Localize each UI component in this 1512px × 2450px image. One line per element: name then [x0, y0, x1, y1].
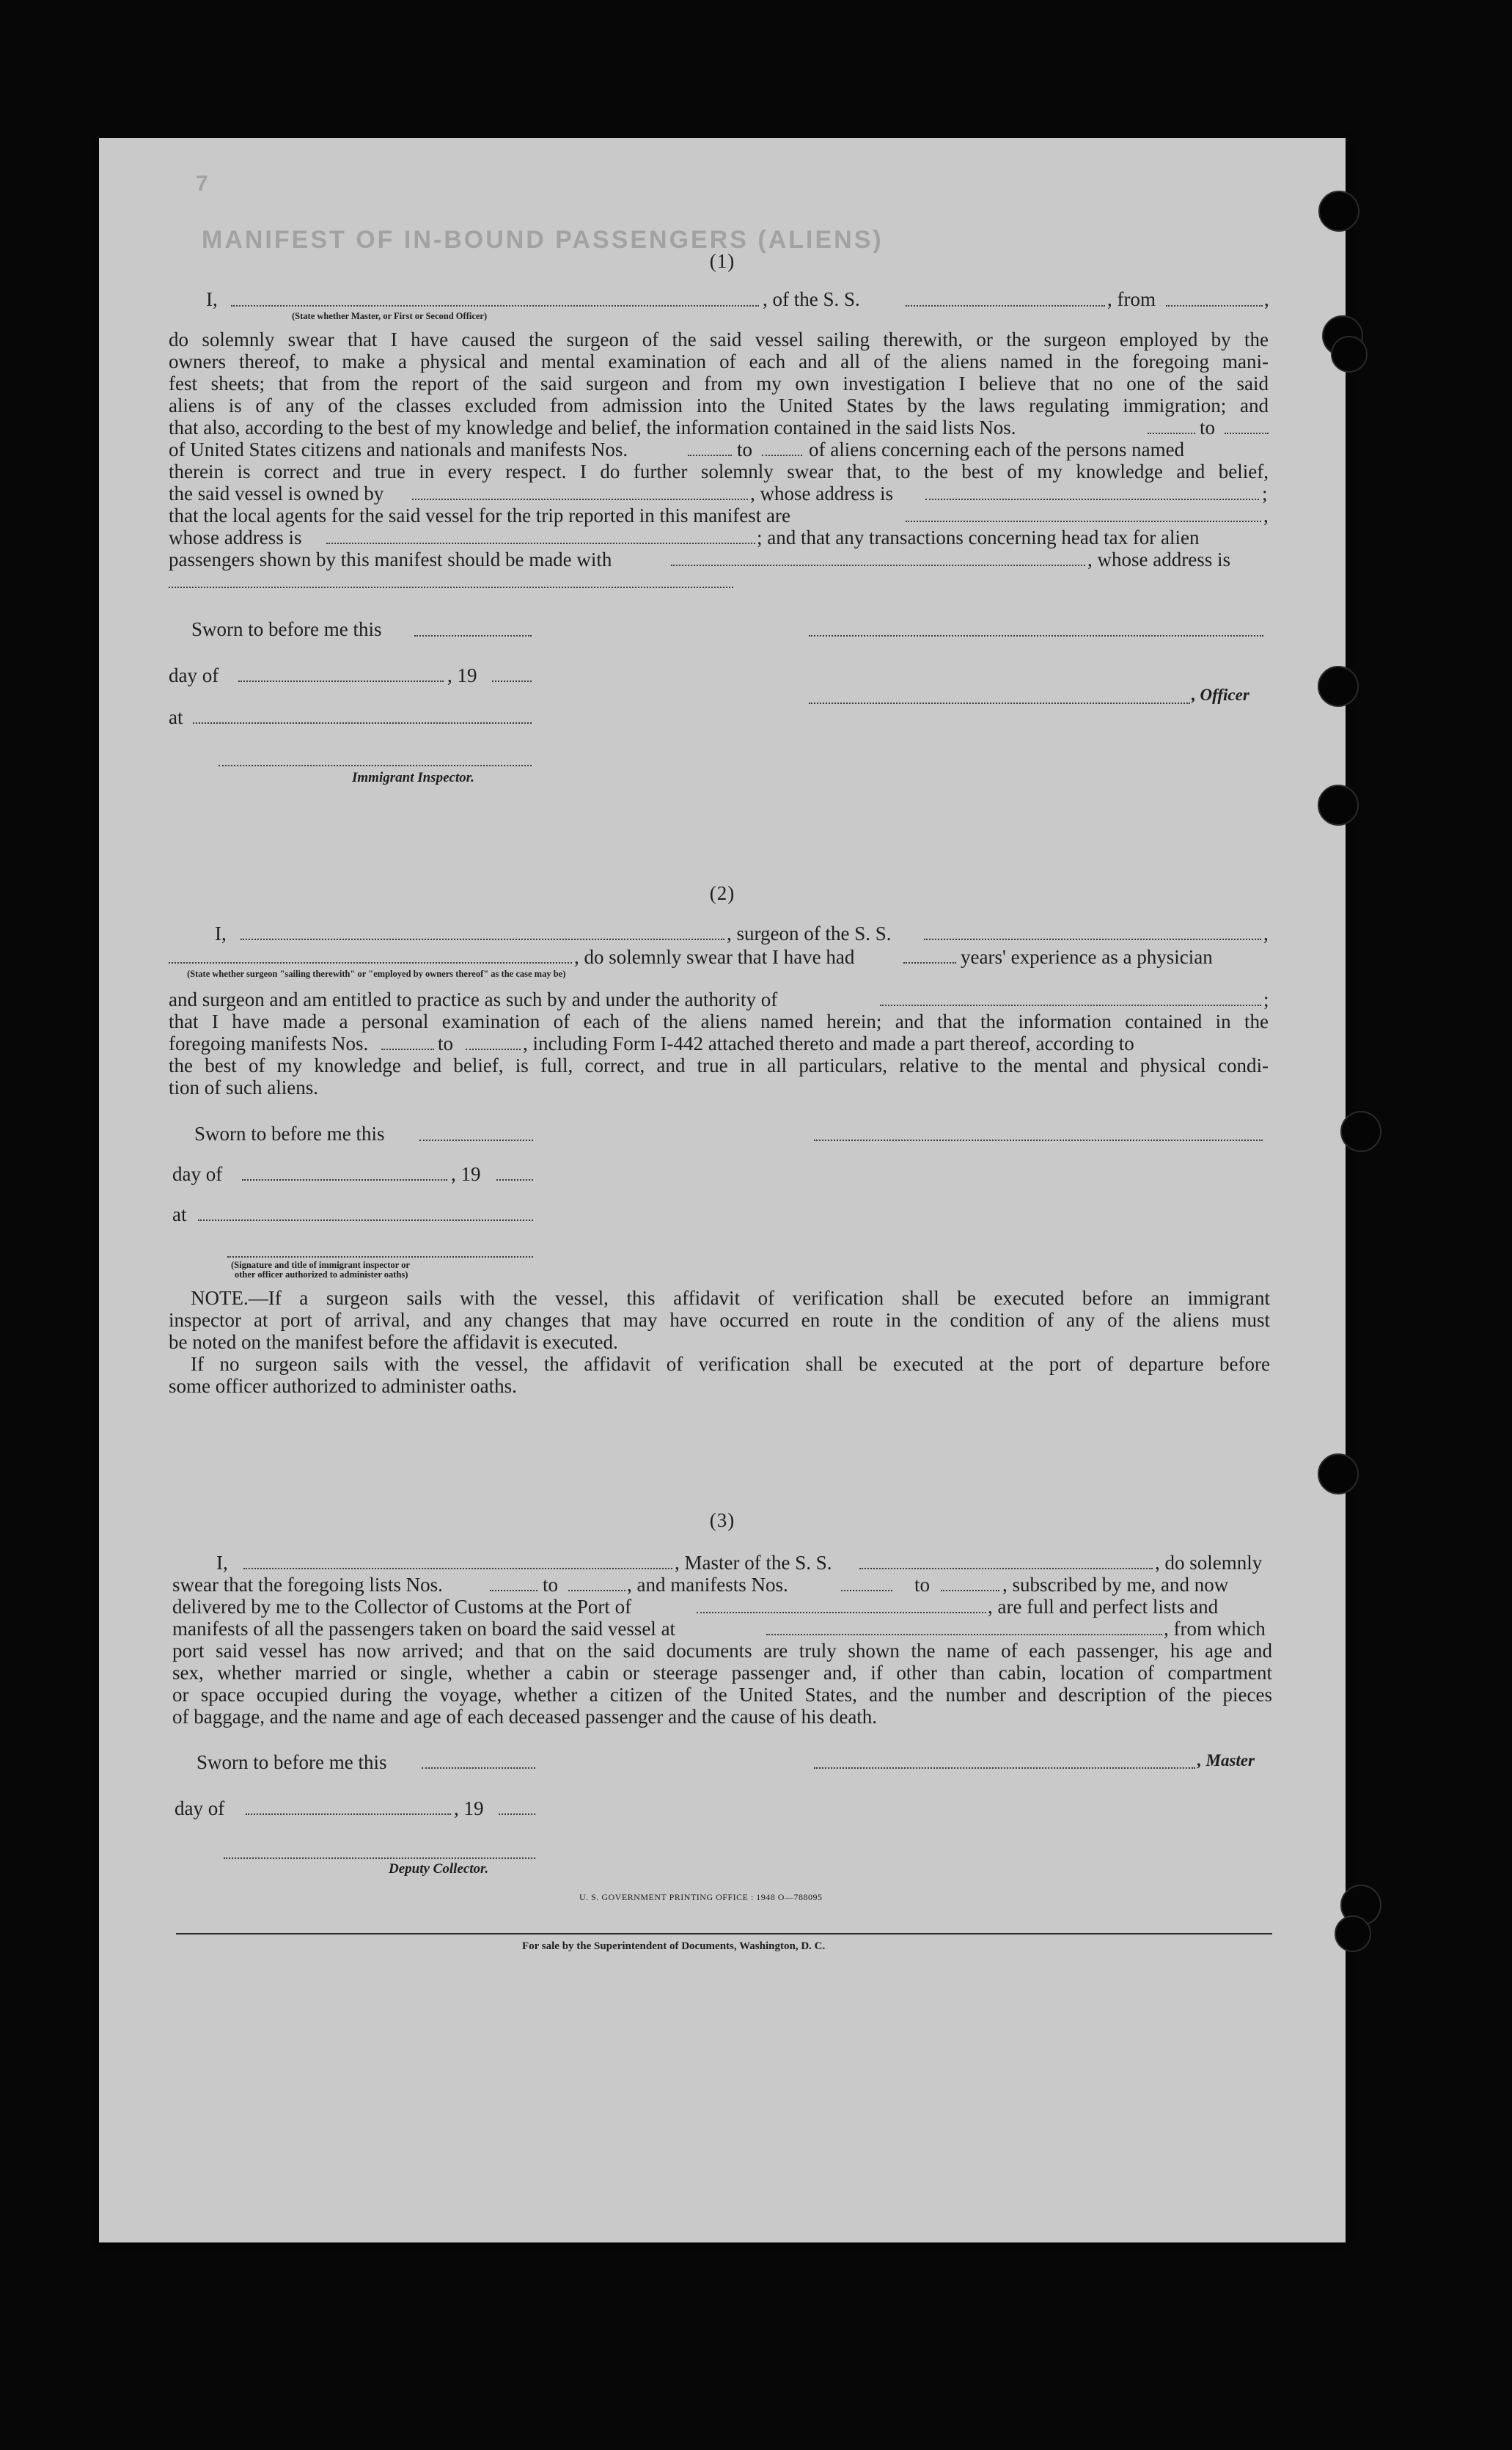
s2-surgeon-name-field[interactable] [241, 939, 724, 940]
bleed-through-header: MANIFEST OF IN-BOUND PASSENGERS (ALIENS) [202, 226, 884, 254]
s1-passengers-text: passengers shown by this manifest should be made with [169, 549, 612, 571]
s2-sig-caption-1: (Signature and title of immigrant inspector or [231, 1260, 410, 1270]
s2-sailing-field[interactable] [169, 962, 572, 964]
form-page [99, 138, 1346, 2242]
s3-master-label: , Master of the S. S. [675, 1552, 832, 1574]
s2-at-label: at [172, 1203, 187, 1225]
s2-year-label: , 19 [451, 1163, 481, 1185]
s1-owner-field[interactable] [412, 499, 748, 500]
s3-day-of-label: day of [175, 1797, 225, 1819]
s3-body-line-1: port said vessel has now arrived; and that on the said documents are truly shown the name of each passenger, his age and [172, 1640, 1272, 1662]
section-2-number: (2) [709, 882, 735, 904]
binder-hole-5 [1318, 785, 1359, 826]
s2-comma: , [1263, 923, 1269, 945]
s1-owned-address: , whose address is [750, 483, 893, 505]
s3-master-name-field[interactable] [243, 1568, 672, 1569]
s1-headtax-text: ; and that any transactions concerning head tax for alien [757, 527, 1200, 549]
s3-year-field[interactable] [499, 1813, 535, 1815]
s3-last-line: of baggage, and the name and age of each deceased passenger and the cause of his death. [172, 1706, 878, 1728]
s2-at-field[interactable] [198, 1220, 533, 1221]
s3-sworn-label: Sworn to before me this [197, 1751, 387, 1773]
s1-owner-address-field[interactable] [925, 499, 1259, 500]
s1-correct-line: therein is correct and true in every respect. I do further solemnly swear that, to the best of my knowledge and belief, [169, 461, 1269, 483]
s1-headtax-agent-field[interactable] [671, 565, 1085, 566]
s1-lists-from-field[interactable] [1148, 433, 1195, 434]
s3-vessel-name-field[interactable] [859, 1568, 1153, 1569]
s2-tion-line: tion of such aliens. [169, 1077, 318, 1099]
s1-year-label: , 19 [447, 664, 477, 686]
s3-boarding-port-field[interactable] [766, 1634, 1162, 1635]
s2-manifests-to-field[interactable] [466, 1049, 521, 1050]
s1-at-label: at [169, 706, 183, 728]
s1-signature-field[interactable] [809, 635, 1263, 637]
s1-officer-caption-label: , Officer [1192, 686, 1249, 704]
s3-swear-manifests: , and manifests Nos. [627, 1574, 788, 1596]
s1-lists-to-field[interactable] [1225, 433, 1269, 434]
s2-note-line-3: be noted on the manifest before the affidavit is executed. [169, 1331, 618, 1353]
bleed-through-page-number: 7 [196, 172, 210, 196]
s3-sworn-day-field[interactable] [422, 1767, 535, 1769]
s3-delivered-text: delivered by me to the Collector of Customs at the Port of [172, 1596, 632, 1618]
s2-authority-semicolon: ; [1263, 989, 1269, 1011]
s2-best-line: the best of my knowledge and belief, is full, correct, and true in all particulars, relative to the mental and physical condi- [169, 1055, 1269, 1077]
binder-hole-6 [1340, 1111, 1381, 1152]
s1-manifests-to-field[interactable] [762, 455, 802, 456]
s2-years-field[interactable] [903, 962, 956, 964]
s1-year-field[interactable] [492, 681, 532, 682]
s2-swear-label: , do solemnly swear that I have had [574, 946, 855, 968]
s2-manifests-to: to [438, 1033, 454, 1055]
s1-manifests-from-field[interactable] [688, 455, 732, 456]
s1-officer-name-field[interactable] [231, 305, 759, 307]
s2-manifests-rest: , including Form I-442 attached thereto and made a part thereof, according to [523, 1033, 1134, 1055]
s3-month-field[interactable] [246, 1813, 451, 1815]
s2-exam-line: that I have made a personal examination of each of the aliens named herein; and that the information contained in the [169, 1011, 1269, 1033]
s3-manifests-rest: , from which [1164, 1618, 1266, 1640]
s1-headtax-address-field[interactable] [169, 587, 733, 588]
s3-body-line-2: sex, whether married or single, whether a cabin or steerage passenger and, if other than cabin, location of compartment [172, 1662, 1272, 1684]
s1-citizens-rest: of aliens concerning each of the persons named [809, 439, 1185, 461]
s2-signature-field[interactable] [814, 1140, 1263, 1141]
s1-agents-text: that the local agents for the said vessel for the trip reported in this manifest are [169, 505, 790, 527]
s1-agents-comma: , [1263, 505, 1269, 527]
section-3-number: (3) [709, 1509, 735, 1531]
binder-hole-4 [1318, 666, 1359, 707]
s3-manifests-to-field[interactable] [941, 1590, 999, 1591]
binder-hole-3 [1331, 336, 1368, 373]
s2-sig-caption-2: other officer authorized to administer oaths) [235, 1269, 408, 1280]
s2-authority-text: and surgeon and am entitled to practice as such by and under the authority of [169, 989, 778, 1011]
section-1-number: (1) [709, 250, 735, 272]
s1-from-label: , from [1107, 288, 1156, 310]
s2-year-field[interactable] [496, 1179, 533, 1181]
s1-body-line-2: owners thereof, to make a physical and mental examination of each and all of the aliens named in the foregoing mani- [169, 351, 1269, 373]
s1-comma: , [1264, 288, 1269, 310]
binder-hole-7 [1318, 1453, 1359, 1494]
s1-vessel-name-field[interactable] [906, 305, 1105, 307]
s3-year-label: , 19 [454, 1797, 484, 1819]
s3-master-caption: , Master [1197, 1751, 1255, 1769]
s3-swear-text: swear that the foregoing lists Nos. [172, 1574, 443, 1596]
binder-hole-9 [1335, 1915, 1371, 1952]
s1-of-ss-label: , of the S. S. [763, 288, 860, 310]
s1-day-of-label: day of [169, 664, 219, 686]
s1-lists-to: to [1200, 417, 1216, 439]
s1-agents-address-field[interactable] [326, 543, 755, 544]
s3-manifests-from-field[interactable] [841, 1590, 892, 1591]
s3-i-label: I, [216, 1552, 228, 1574]
s2-manifests-text: foregoing manifests Nos. [169, 1033, 369, 1055]
s3-delivered-rest: , are full and perfect lists and [988, 1596, 1219, 1618]
s1-lists-text: that also, according to the best of my knowledge and belief, the information contained in the said lists Nos. [169, 417, 1016, 439]
s3-swear-rest: , subscribed by me, and now [1002, 1574, 1229, 1596]
binder-hole-1 [1318, 191, 1359, 232]
s3-solemnly: , do solemnly [1155, 1552, 1263, 1574]
s3-collector-signature-field[interactable] [224, 1857, 535, 1859]
s1-inspector-caption: Immigrant Inspector. [352, 770, 474, 785]
s2-surgeon-label: , surgeon of the S. S. [727, 923, 892, 945]
s1-agents-field[interactable] [906, 521, 1261, 522]
s1-citizens-text: of United States citizens and nationals and manifests Nos. [169, 439, 628, 461]
s3-collector-caption: Deputy Collector. [389, 1861, 489, 1877]
s3-lists-from-field[interactable] [490, 1590, 537, 1591]
printing-office-line: U. S. GOVERNMENT PRINTING OFFICE : 1948 O—788095 [579, 1892, 823, 1902]
s2-month-field[interactable] [242, 1179, 447, 1181]
s1-whose-text: whose address is [169, 527, 302, 549]
s2-manifests-from-field[interactable] [381, 1049, 434, 1050]
s2-sailing-caption: (State whether surgeon "sailing therewith" or "employed by owners thereof" as the case may be) [187, 969, 566, 979]
s2-note-line-1: NOTE.—If a surgeon sails with the vessel, this affidavit of verification shall be executed before an immigrant [191, 1287, 1270, 1309]
s1-month-field[interactable] [238, 681, 444, 682]
s2-i-label: I, [215, 923, 227, 945]
s1-at-field[interactable] [193, 722, 532, 724]
footer-rule [176, 1933, 1272, 1934]
s1-citizens-to: to [737, 439, 753, 461]
s3-master-signature-field[interactable] [814, 1767, 1195, 1769]
s2-sworn-day-field[interactable] [419, 1140, 533, 1141]
s3-lists-to-field[interactable] [568, 1590, 625, 1591]
s3-swear-to-2: to [914, 1574, 931, 1596]
s2-authority-field[interactable] [880, 1005, 1261, 1006]
sale-notice: For sale by the Superintendent of Documents, Washington, D. C. [522, 1940, 826, 1952]
s2-years-label: years' experience as a physician [961, 946, 1213, 968]
s3-swear-to: to [543, 1574, 559, 1596]
s2-note-line-5: some officer authorized to administer oaths. [169, 1375, 517, 1397]
s1-sworn-label: Sworn to before me this [191, 618, 382, 640]
s3-manifests-text: manifests of all the passengers taken on board the said vessel at [172, 1618, 676, 1640]
s2-day-of-label: day of [172, 1163, 223, 1185]
s2-inspector-signature-field[interactable] [227, 1256, 533, 1258]
s2-note-line-4: If no surgeon sails with the vessel, the affidavit of verification shall be executed at the port of departure before [191, 1353, 1270, 1375]
s1-from-port-field[interactable] [1166, 305, 1263, 307]
s2-note-line-2: inspector at port of arrival, and any changes that may have occurred en route in the condition of any of the aliens must [169, 1309, 1270, 1331]
s1-body-line-4: aliens is of any of the classes excluded from admission into the United States by the laws regulating immigration; and [169, 395, 1269, 417]
s1-officer-signature-field[interactable] [809, 703, 1190, 704]
s1-inspector-signature-field[interactable] [219, 765, 532, 766]
s1-i-label: I, [206, 288, 218, 310]
s1-sworn-day-field[interactable] [414, 635, 532, 637]
s2-sworn-label: Sworn to before me this [194, 1123, 385, 1145]
s1-passengers-address: , whose address is [1087, 549, 1230, 571]
s1-body-line-3: fest sheets; that from the report of the said surgeon and from my own investigation I believe that no one of the said [169, 373, 1269, 395]
s1-owned-semicolon: ; [1262, 483, 1268, 505]
s2-vessel-name-field[interactable] [924, 939, 1261, 940]
s3-body-line-3: or space occupied during the voyage, whether a citizen of the United States, and the number and description of the pieces [172, 1684, 1272, 1706]
s1-officer-caption: (State whether Master, or First or Second Officer) [292, 311, 488, 321]
s3-port-field[interactable] [697, 1612, 986, 1613]
s1-owned-text: the said vessel is owned by [169, 483, 384, 505]
s1-body-line-1: do solemnly swear that I have caused the surgeon of the said vessel sailing therewith, or the surgeon employed by the [169, 329, 1269, 351]
